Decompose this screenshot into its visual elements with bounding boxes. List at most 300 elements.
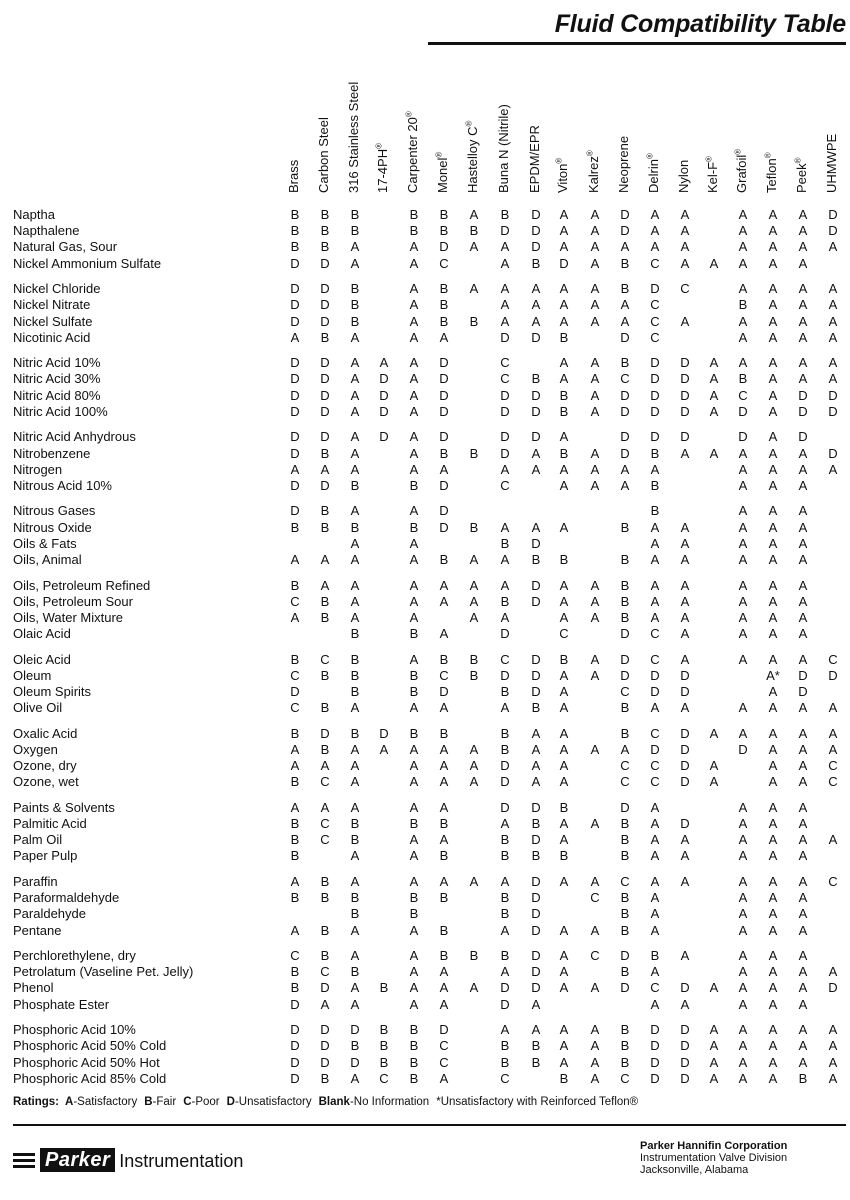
table-row: [0, 726, 850, 742]
rating-cell: A: [768, 387, 778, 403]
rating-cell: A: [590, 980, 600, 996]
rating-cell: A: [738, 1054, 748, 1070]
rating-cell: A: [500, 552, 510, 567]
rating-cell: A: [409, 758, 419, 774]
rating-cell: B: [350, 964, 360, 980]
rating-cell: A: [320, 996, 330, 1012]
rating-cell: A: [680, 832, 690, 848]
rating-cell: D: [500, 799, 510, 815]
rating-cell: B: [620, 355, 630, 371]
rating-cell: A: [738, 329, 748, 345]
rating-cell: B: [350, 1038, 360, 1054]
rating-cell: D: [500, 329, 510, 345]
rating-cell: A: [290, 609, 300, 625]
rating-cell: A: [469, 552, 479, 567]
rating-cell: A: [650, 239, 660, 255]
rating-cell: C: [559, 626, 569, 642]
rating-cell: A: [650, 964, 660, 980]
rating-cell: A: [738, 445, 748, 461]
rating-cell: A: [650, 832, 660, 848]
rating-cell: A: [590, 741, 600, 757]
rating-cell: D: [650, 684, 660, 699]
page-title: Fluid Compatibility Table: [554, 10, 846, 38]
fluid-name: Phenol: [13, 980, 54, 996]
rating-cell: A: [738, 461, 748, 477]
rating-cell: B: [469, 313, 479, 329]
rating-cell: D: [320, 429, 330, 445]
rating-cell: A: [798, 906, 808, 922]
rating-cell: A: [650, 535, 660, 551]
rating-cell: A: [798, 741, 808, 757]
column-header-label: Kel-F: [705, 161, 720, 193]
fluid-name: Petrolatum (Vaseline Pet. Jelly): [13, 964, 194, 980]
table-row: [0, 223, 850, 239]
rating-cell: A: [768, 535, 778, 551]
rating-cell: A: [469, 281, 479, 297]
rating-cell: D: [620, 223, 630, 239]
rating-cell: B: [290, 964, 300, 980]
rating-cell: A: [798, 758, 808, 774]
rating-cell: B: [559, 848, 569, 864]
rating-cell: D: [439, 1022, 449, 1038]
rating-cell: A: [768, 651, 778, 667]
rating-cell: A: [350, 922, 360, 938]
rating-cell: A: [559, 873, 569, 889]
rating-cell: B: [500, 1038, 510, 1054]
rating-cell: B: [559, 329, 569, 345]
rating-cell: B: [350, 816, 360, 831]
fluid-name: Oils & Fats: [13, 535, 77, 551]
rating-cell: A: [768, 996, 778, 1012]
rating-cell: D: [650, 387, 660, 403]
rating-cell: B: [290, 651, 300, 667]
rating-cell: B: [409, 1022, 419, 1038]
rating-cell: A: [798, 1054, 808, 1070]
rating-cell: A: [738, 503, 748, 519]
rating-cell: D: [290, 684, 300, 699]
rating-cell: A: [650, 223, 660, 239]
rating-cell: A: [738, 535, 748, 551]
rating-cell: C: [290, 948, 300, 963]
rating-cell: A: [500, 1022, 510, 1038]
rating-cell: A: [680, 626, 690, 642]
fluid-name: Ozone, wet: [13, 774, 79, 790]
registered-mark: ®: [434, 151, 444, 158]
rating-cell: D: [620, 799, 630, 815]
table-row: [0, 742, 850, 758]
rating-cell: A: [768, 223, 778, 239]
rating-cell: D: [531, 890, 541, 906]
rating-cell: D: [531, 535, 541, 551]
rating-cell: A: [738, 964, 748, 980]
rating-cell: A: [709, 445, 719, 461]
rating-cell: B: [531, 1038, 541, 1054]
rating-cell: C: [828, 651, 838, 667]
rating-cell: A: [828, 297, 838, 313]
rating-cell: A: [738, 873, 748, 889]
fluid-name: Palm Oil: [13, 832, 63, 848]
rating-cell: D: [680, 725, 690, 741]
rating-cell: D: [650, 371, 660, 387]
rating-cell: D: [320, 403, 330, 419]
rating-cell: A: [738, 577, 748, 593]
rating-cell: D: [290, 996, 300, 1012]
rating-cell: A: [409, 403, 419, 419]
rating-cell: A: [409, 371, 419, 387]
rating-cell: D: [320, 371, 330, 387]
rating-cell: B: [439, 313, 449, 329]
legend-item: [13, 1096, 59, 1108]
rating-cell: D: [680, 1022, 690, 1038]
rating-cell: A: [379, 741, 389, 757]
rating-cell: A: [828, 461, 838, 477]
rating-cell: D: [439, 403, 449, 419]
rating-cell: A: [590, 255, 600, 271]
rating-cell: C: [439, 1038, 449, 1054]
rating-cell: A: [680, 577, 690, 593]
rating-cell: C: [500, 371, 510, 387]
ratings-legend: [13, 1096, 645, 1108]
table-row: [0, 446, 850, 462]
rating-cell: A: [409, 832, 419, 848]
rating-cell: D: [500, 445, 510, 461]
rating-cell: A: [650, 700, 660, 716]
rating-cell: B: [379, 1054, 389, 1070]
rating-cell: A: [350, 593, 360, 609]
rating-cell: A: [768, 403, 778, 419]
rating-cell: D: [680, 371, 690, 387]
rating-cell: D: [500, 223, 510, 239]
rating-cell: A: [590, 371, 600, 387]
table-row: [0, 578, 850, 594]
rating-cell: B: [350, 626, 360, 642]
rating-cell: B: [620, 816, 630, 831]
rating-cell: A: [590, 207, 600, 222]
rating-cell: D: [650, 1038, 660, 1054]
rating-cell: A: [738, 255, 748, 271]
fluid-name: Paraformaldehyde: [13, 890, 120, 906]
rating-cell: B: [409, 890, 419, 906]
rating-cell: A: [559, 355, 569, 371]
rating-cell: B: [559, 387, 569, 403]
rating-cell: D: [290, 1054, 300, 1070]
rating-cell: A: [350, 700, 360, 716]
rating-cell: A: [738, 948, 748, 963]
rating-cell: C: [620, 758, 630, 774]
rating-cell: C: [650, 725, 660, 741]
rating-cell: A: [590, 281, 600, 297]
rating-cell: D: [531, 593, 541, 609]
rating-cell: A: [738, 223, 748, 239]
rating-cell: B: [469, 667, 479, 683]
rating-cell: A: [768, 774, 778, 790]
rating-cell: D: [320, 725, 330, 741]
rating-cell: B: [620, 255, 630, 271]
rating-cell: D: [650, 1054, 660, 1070]
rating-cell: D: [620, 980, 630, 996]
rating-cell: D: [500, 626, 510, 642]
rating-cell: A: [409, 964, 419, 980]
rating-cell: B: [290, 832, 300, 848]
rating-cell: D: [798, 667, 808, 683]
rating-cell: A: [559, 223, 569, 239]
rating-cell: A: [709, 980, 719, 996]
rating-cell: D: [650, 403, 660, 419]
column-headers: [0, 0, 850, 200]
rating-cell: C: [500, 355, 510, 371]
rating-cell: D: [680, 684, 690, 699]
rating-cell: B: [320, 207, 330, 222]
column-header: [706, 156, 720, 193]
rating-cell: A: [828, 329, 838, 345]
column-header-label: EPDM/EPR: [527, 125, 542, 193]
registered-mark: ®: [793, 157, 803, 164]
rating-cell: D: [620, 387, 630, 403]
rating-cell: A: [559, 593, 569, 609]
rating-cell: A: [798, 281, 808, 297]
rating-cell: A: [320, 461, 330, 477]
rating-cell: B: [500, 890, 510, 906]
table-row: [0, 1055, 850, 1071]
rating-cell: D: [290, 445, 300, 461]
rating-cell: A: [439, 799, 449, 815]
rating-cell: C: [500, 1070, 510, 1086]
rating-cell: A: [590, 355, 600, 371]
rating-cell: B: [290, 848, 300, 864]
rating-cell: B: [409, 626, 419, 642]
rating-cell: A: [768, 593, 778, 609]
rating-cell: D: [680, 667, 690, 683]
rating-cell: A: [590, 445, 600, 461]
rating-cell: D: [680, 355, 690, 371]
rating-cell: B: [531, 371, 541, 387]
rating-cell: C: [650, 626, 660, 642]
fluid-name: Oleum: [13, 667, 52, 683]
rating-cell: A: [290, 741, 300, 757]
rating-cell: D: [650, 355, 660, 371]
rating-cell: B: [290, 223, 300, 239]
rating-cell: D: [320, 1054, 330, 1070]
rating-cell: A: [290, 329, 300, 345]
fluid-name: Oleum Spirits: [13, 684, 92, 699]
rating-cell: B: [439, 848, 449, 864]
rating-cell: A: [738, 980, 748, 996]
rating-cell: A: [559, 207, 569, 222]
rating-cell: A: [709, 387, 719, 403]
rating-cell: A: [828, 1022, 838, 1038]
rating-cell: B: [320, 700, 330, 716]
rating-cell: D: [620, 651, 630, 667]
rating-cell: A: [500, 281, 510, 297]
rating-cell: A: [409, 239, 419, 255]
table-row: [0, 281, 850, 297]
column-header: [287, 160, 301, 193]
rating-cell: D: [680, 429, 690, 445]
column-header-label: 17-4PH: [375, 148, 390, 193]
rating-cell: B: [500, 725, 510, 741]
rating-cell: A: [768, 890, 778, 906]
registered-mark: ®: [733, 148, 743, 155]
rating-cell: A: [680, 239, 690, 255]
rating-cell: A: [469, 609, 479, 625]
rating-cell: D: [500, 429, 510, 445]
rating-cell: A: [590, 239, 600, 255]
rating-cell: A: [531, 758, 541, 774]
table-row: [0, 964, 850, 980]
rating-cell: A: [500, 700, 510, 716]
rating-cell: D: [350, 1054, 360, 1070]
rating-cell: D: [320, 297, 330, 313]
rating-cell: A: [738, 906, 748, 922]
rating-cell: D: [439, 519, 449, 535]
rating-cell: A: [738, 700, 748, 716]
rating-cell: D: [379, 725, 389, 741]
rating-cell: A: [650, 816, 660, 831]
rating-cell: A: [798, 255, 808, 271]
rating-cell: B: [531, 1054, 541, 1070]
rating-cell: A: [559, 964, 569, 980]
rating-cell: D: [828, 207, 838, 222]
column-header-label: Neoprene: [616, 135, 631, 193]
rating-cell: A: [798, 461, 808, 477]
rating-cell: D: [650, 429, 660, 445]
rating-cell: D: [290, 1022, 300, 1038]
rating-cell: A: [680, 700, 690, 716]
rating-cell: B: [439, 223, 449, 239]
rating-cell: A: [798, 355, 808, 371]
rating-cell: A: [828, 313, 838, 329]
table-row: [0, 239, 850, 255]
rating-cell: B: [320, 890, 330, 906]
rating-cell: B: [409, 1054, 419, 1070]
rating-cell: A: [768, 281, 778, 297]
rating-cell: D: [290, 313, 300, 329]
rating-cell: C: [650, 651, 660, 667]
legend-item: [319, 1096, 430, 1108]
column-header-label: Brass: [286, 159, 301, 193]
rating-cell: A: [680, 255, 690, 271]
rating-cell: A: [531, 996, 541, 1012]
rating-cell: B: [620, 922, 630, 938]
rating-cell: D: [320, 281, 330, 297]
rating-cell: D: [500, 996, 510, 1012]
table-row: [0, 594, 850, 610]
rating-cell: B: [320, 593, 330, 609]
rating-cell: D: [320, 355, 330, 371]
rating-cell: A: [320, 552, 330, 567]
logo-wordmark: Parker: [40, 1148, 115, 1172]
rating-cell: A: [439, 741, 449, 757]
rating-cell: C: [680, 281, 690, 297]
fluid-name: Oils, Petroleum Refined: [13, 577, 151, 593]
rating-cell: B: [320, 1070, 330, 1086]
rating-cell: A: [590, 477, 600, 493]
rating-cell: C: [650, 774, 660, 790]
rating-cell: B: [409, 684, 419, 699]
rating-cell: A: [709, 355, 719, 371]
rating-cell: D: [680, 774, 690, 790]
parker-logo: [13, 1148, 243, 1172]
rating-cell: B: [620, 964, 630, 980]
rating-cell: B: [290, 207, 300, 222]
rating-cell: A: [768, 477, 778, 493]
rating-cell: B: [738, 371, 748, 387]
rating-cell: A: [409, 948, 419, 963]
rating-cell: D: [828, 403, 838, 419]
rating-cell: A: [531, 281, 541, 297]
rating-cell: D: [531, 799, 541, 815]
rating-cell: A: [650, 848, 660, 864]
rating-cell: A: [738, 922, 748, 938]
fluid-name: Nickel Sulfate: [13, 313, 93, 329]
rating-cell: A: [738, 239, 748, 255]
fluid-name: Napthalene: [13, 223, 80, 239]
rating-cell: A: [828, 281, 838, 297]
column-header: [347, 82, 361, 193]
rating-cell: A: [768, 552, 778, 567]
rating-cell: A: [439, 577, 449, 593]
legend-text: -Fair: [152, 1096, 177, 1108]
fluid-name: Phosphoric Acid 10%: [13, 1022, 136, 1038]
rating-cell: D: [798, 387, 808, 403]
rating-cell: A: [350, 503, 360, 519]
table-row: [0, 1038, 850, 1054]
rating-cell: B: [350, 223, 360, 239]
rating-cell: C: [620, 774, 630, 790]
rating-cell: B: [350, 281, 360, 297]
rating-cell: C: [290, 593, 300, 609]
rating-cell: A: [650, 207, 660, 222]
rating-cell: A: [531, 519, 541, 535]
fluid-name: Nitrous Oxide: [13, 519, 92, 535]
column-header: [528, 125, 542, 193]
rating-cell: B: [409, 207, 419, 222]
rating-cell: A: [738, 281, 748, 297]
rating-cell: A: [798, 329, 808, 345]
rating-cell: A: [620, 313, 630, 329]
rating-cell: D: [559, 255, 569, 271]
rating-cell: A: [350, 387, 360, 403]
rating-cell: A: [709, 255, 719, 271]
legend-text: -No Information: [349, 1096, 430, 1108]
rating-cell: B: [500, 593, 510, 609]
rating-cell: B: [350, 667, 360, 683]
rating-cell: D: [798, 684, 808, 699]
rating-cell: B: [531, 255, 541, 271]
rating-cell: A: [768, 445, 778, 461]
column-header: [406, 111, 420, 193]
rating-cell: A: [350, 996, 360, 1012]
column-header: [677, 160, 691, 193]
rating-cell: A: [738, 1022, 748, 1038]
rating-cell: A: [409, 255, 419, 271]
rating-cell: A: [798, 816, 808, 831]
rating-cell: B: [350, 297, 360, 313]
rating-cell: A: [350, 355, 360, 371]
rating-cell: D: [439, 503, 449, 519]
table-row: [0, 503, 850, 519]
rating-cell: A: [320, 577, 330, 593]
rating-cell: A: [590, 297, 600, 313]
rating-cell: C: [650, 329, 660, 345]
rating-cell: B: [409, 1038, 419, 1054]
rating-cell: A: [350, 371, 360, 387]
rating-cell: B: [350, 890, 360, 906]
rating-cell: C: [590, 890, 600, 906]
rating-cell: A: [768, 1022, 778, 1038]
rating-cell: A: [650, 799, 660, 815]
rating-cell: C: [500, 651, 510, 667]
